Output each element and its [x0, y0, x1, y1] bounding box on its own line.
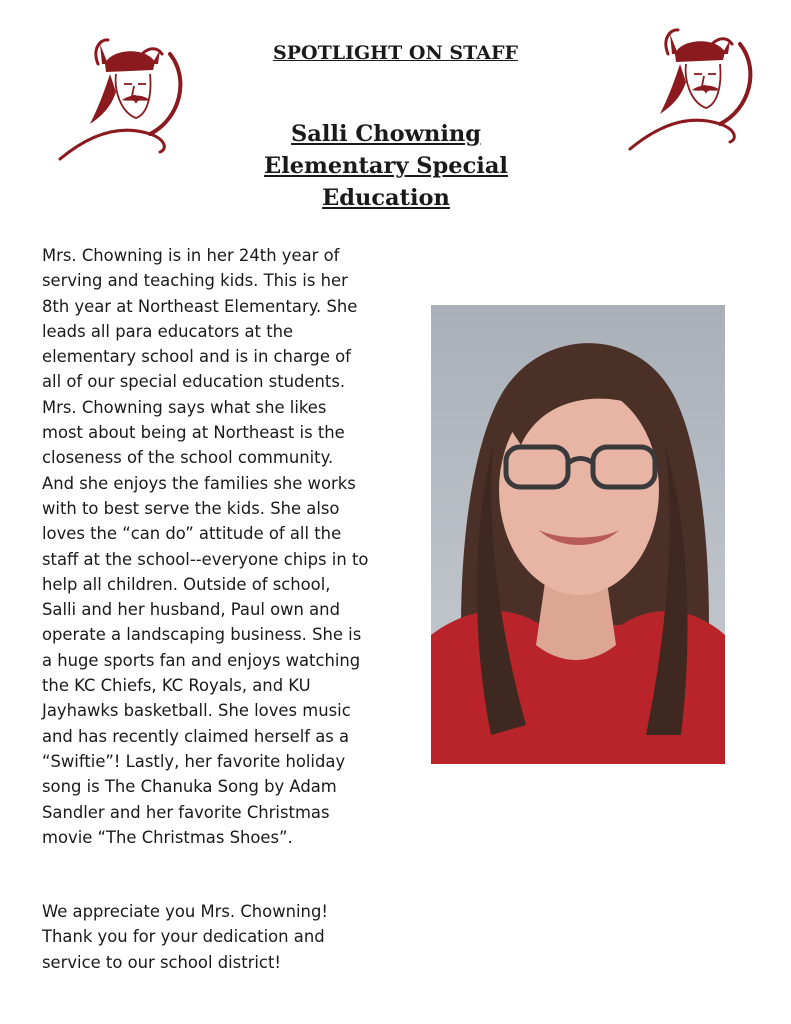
bio-line: song is The Chanuka Song by Adam: [42, 777, 337, 797]
bio-line: elementary school and is in charge of: [42, 347, 351, 367]
bio-line: 8th year at Northeast Elementary. She: [42, 296, 358, 316]
bio-line: a huge sports fan and enjoys watching: [42, 650, 361, 670]
bio-paragraph: [42, 243, 392, 850]
spotlight-heading: SPOTLIGHT ON STAFF: [273, 42, 518, 64]
bio-line: the KC Chiefs, KC Royals, and KU: [42, 676, 311, 696]
bio-line: Salli and her husband, Paul own and: [42, 600, 340, 620]
title-line: Elementary Special: [264, 153, 508, 179]
bio-line: And she enjoys the families she works: [42, 473, 356, 493]
staff-portrait-icon: [431, 305, 725, 764]
title-line: Salli Chowning: [291, 121, 481, 147]
bio-line: staff at the school--everyone chips in to: [42, 549, 369, 569]
title-line: Education: [322, 185, 450, 211]
bio-line: closeness of the school community.: [42, 448, 334, 468]
bio-line: Jayhawks basketball. She loves music: [42, 701, 351, 721]
bio-line: Sandler and her favorite Christmas: [42, 802, 330, 822]
closing-line: service to our school district!: [42, 952, 281, 972]
bio-line: Mrs. Chowning says what she likes: [42, 397, 327, 417]
bio-line: “Swiftie”! Lastly, her favorite holiday: [42, 751, 346, 771]
closing-paragraph: [42, 899, 392, 975]
closing-line: We appreciate you Mrs. Chowning!: [42, 902, 328, 921]
bio-line: serving and teaching kids. This is her: [42, 271, 348, 291]
bio-line: Mrs. Chowning is in her 24th year of: [42, 246, 340, 265]
staff-photo: [431, 305, 725, 764]
bio-line: leads all para educators at the: [42, 321, 294, 341]
bio-line: movie “The Christmas Shoes”.: [42, 827, 293, 847]
bio-line: all of our special education students.: [42, 372, 346, 392]
closing-line: Thank you for your dedication and: [42, 927, 325, 947]
bio-line: with to best serve the kids. She also: [42, 498, 340, 518]
bio-line: operate a landscaping business. She is: [42, 625, 362, 645]
bio-line: and has recently claimed herself as a: [42, 726, 350, 746]
staff-title: [236, 118, 536, 214]
bio-line: most about being at Northeast is the: [42, 423, 345, 443]
bio-line: loves the “can do” attitude of all the: [42, 524, 342, 544]
bio-line: help all children. Outside of school,: [42, 574, 331, 594]
